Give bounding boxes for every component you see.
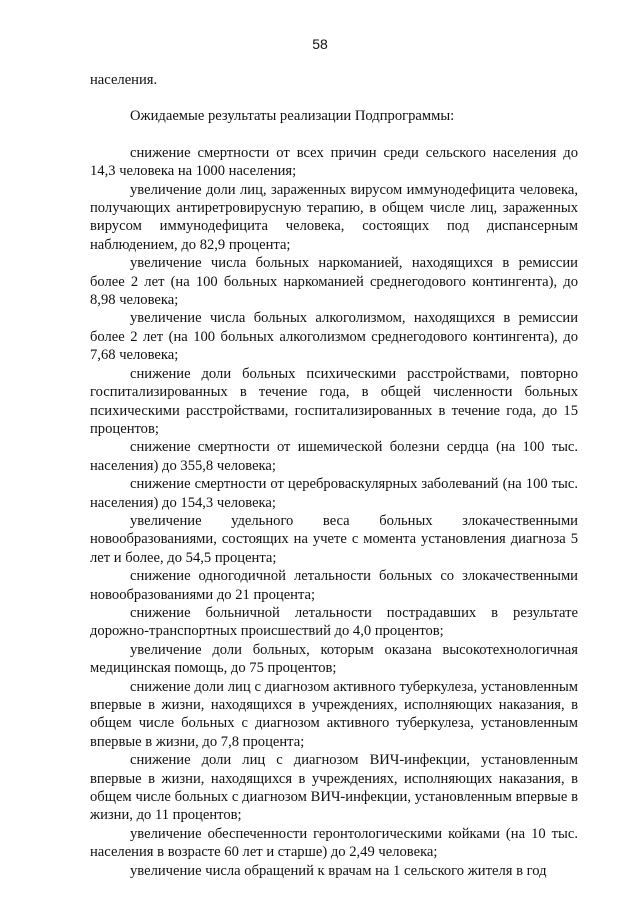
page-number: 58	[312, 36, 328, 52]
result-item: увеличение доли лиц, зараженных вирусом иммунодефицита человека, получающих антиретровирусную терапию, в общем числе лиц, зараженных вирусом иммунодефицита человека, состоящих под диспансерным наблюдением, до 82,9 процента;	[90, 181, 578, 253]
result-item: увеличение обеспеченности геронтологическими койками (на 10 тыс. населения в возрасте 60 лет и старше) до 2,49 человека;	[90, 825, 578, 861]
result-item: снижение одногодичной летальности больных со злокачественными новообразованиями до 21 процента;	[90, 568, 578, 603]
result-item: увеличение числа больных наркоманией, находящихся в ремиссии более 2 лет (на 100 больных наркоманией среднегодового контингента), до 8,98 человека;	[90, 255, 578, 309]
result-item: снижение смертности от ишемической болезни сердца (на 100 тыс. населения) до 355,8 человека;	[90, 439, 578, 474]
result-item: увеличение доли больных, которым оказана высокотехнологичная медицинская помощь, до 75 процентов;	[90, 641, 578, 677]
result-item: снижение доли лиц с диагнозом ВИЧ-инфекции, установленным впервые в жизни, находящихся в учреждениях, исполняющих наказания, в общем числе больных с диагнозом ВИЧ-инфекции, установленным впервые в жизни, до 11 процентов;	[90, 752, 578, 824]
result-item: увеличение числа обращений к врачам на 1 сельского жителя в год	[130, 862, 547, 879]
result-item: увеличение удельного веса больных злокачественными новообразованиями, состоящих на учете с момента установления диагноза 5 лет и более, до 54,5 процента;	[90, 512, 578, 566]
result-item: снижение больничной летальности пострадавших в результате дорожно-транспортных происшествий до 4,0 процентов;	[90, 604, 578, 640]
document-body	[90, 71, 578, 880]
result-item: снижение смертности от всех причин среди сельского населения до 14,3 человека на 1000 населения;	[90, 144, 578, 180]
continuation-text: населения.	[90, 72, 158, 88]
result-item: снижение доли лиц с диагнозом активного туберкулеза, установленным впервые в жизни, находящихся в учреждениях, исполняющих наказания, в общем числе больных с диагнозом активного туберкулеза, установленным впервые в жизни, до 7,8 процента;	[90, 678, 578, 750]
section-heading: Ожидаемые результаты реализации Подпрограммы:	[130, 108, 455, 125]
result-item: увеличение числа больных алкоголизмом, находящихся в ремиссии более 2 лет (на 100 больных алкоголизмом среднегодового контингента), до 7,68 человека;	[90, 310, 578, 364]
result-item: снижение доли больных психическими расстройствами, повторно госпитализированных в течение года, в общей численности больных психическими расстройствами, госпитализированных в течение года, до 15 процентов;	[90, 365, 578, 437]
result-item: снижение смертности от цереброваскулярных заболеваний (на 100 тыс. населения) до 154,3 человека;	[90, 476, 578, 511]
